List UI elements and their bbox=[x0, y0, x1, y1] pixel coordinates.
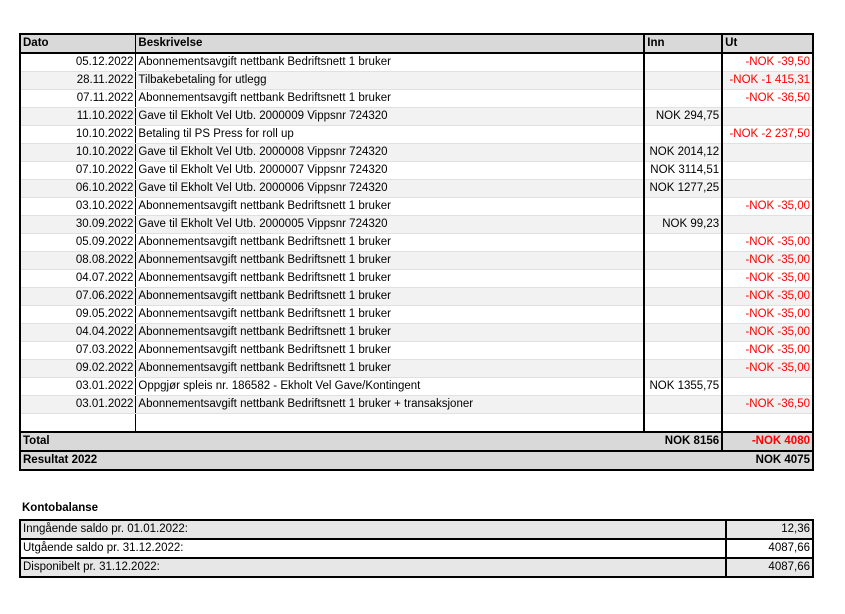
row-in bbox=[644, 360, 722, 378]
table-row bbox=[20, 252, 813, 270]
row-description: Betaling til PS Press for roll up bbox=[136, 126, 644, 144]
table-row bbox=[20, 144, 813, 162]
table-row bbox=[20, 198, 813, 216]
table-row bbox=[20, 180, 813, 198]
header-date: Dato bbox=[20, 34, 136, 53]
row-date: 08.08.2022 bbox=[20, 252, 136, 270]
row-description: Abonnementsavgift nettbank Bedriftsnett 1 bruker bbox=[136, 234, 644, 252]
header-out: Ut bbox=[722, 34, 813, 53]
row-in bbox=[644, 252, 722, 270]
table-row bbox=[20, 396, 813, 414]
row-out: -NOK -35,00 bbox=[722, 198, 813, 216]
row-date: 06.10.2022 bbox=[20, 180, 136, 198]
table-row bbox=[20, 53, 813, 72]
ledger-table bbox=[19, 33, 814, 471]
row-description: Gave til Ekholt Vel Utb. 2000005 Vippsnr 724320 bbox=[136, 216, 644, 234]
row-in bbox=[644, 324, 722, 342]
table-row bbox=[20, 270, 813, 288]
row-date: 04.07.2022 bbox=[20, 270, 136, 288]
row-in: NOK 99,23 bbox=[644, 216, 722, 234]
row-description: Gave til Ekholt Vel Utb. 2000007 Vippsnr 724320 bbox=[136, 162, 644, 180]
row-date: 07.10.2022 bbox=[20, 162, 136, 180]
table-row bbox=[20, 324, 813, 342]
row-in bbox=[644, 126, 722, 144]
row-out bbox=[722, 216, 813, 234]
balance-label: Disponibelt pr. 31.12.2022: bbox=[20, 558, 726, 577]
result-label: Resultat 2022 bbox=[20, 451, 136, 470]
row-date: 07.03.2022 bbox=[20, 342, 136, 360]
table-row bbox=[20, 108, 813, 126]
row-description: Oppgjør spleis nr. 186582 - Ekholt Vel Gave/Kontingent bbox=[136, 378, 644, 396]
row-date: 07.06.2022 bbox=[20, 288, 136, 306]
result-value: NOK 4075 bbox=[722, 451, 813, 470]
balance-row bbox=[20, 558, 813, 577]
row-out bbox=[722, 108, 813, 126]
row-in: NOK 3114,51 bbox=[644, 162, 722, 180]
row-out bbox=[722, 144, 813, 162]
balance-label: Utgående saldo pr. 31.12.2022: bbox=[20, 539, 726, 558]
row-in bbox=[644, 342, 722, 360]
row-in: NOK 1277,25 bbox=[644, 180, 722, 198]
total-row bbox=[20, 432, 813, 451]
row-in bbox=[644, 288, 722, 306]
row-date: 10.10.2022 bbox=[20, 144, 136, 162]
row-in: NOK 1355,75 bbox=[644, 378, 722, 396]
row-out: -NOK -35,00 bbox=[722, 324, 813, 342]
row-description: Abonnementsavgift nettbank Bedriftsnett 1 bruker bbox=[136, 252, 644, 270]
row-out: -NOK -39,50 bbox=[722, 53, 813, 72]
row-in: NOK 294,75 bbox=[644, 108, 722, 126]
row-description: Abonnementsavgift nettbank Bedriftsnett 1 bruker bbox=[136, 198, 644, 216]
row-date: 30.09.2022 bbox=[20, 216, 136, 234]
row-out: -NOK -35,00 bbox=[722, 234, 813, 252]
row-description: Abonnementsavgift nettbank Bedriftsnett 1 bruker bbox=[136, 360, 644, 378]
total-out: -NOK 4080 bbox=[722, 432, 813, 451]
row-description: Abonnementsavgift nettbank Bedriftsnett 1 bruker bbox=[136, 53, 644, 72]
row-description: Abonnementsavgift nettbank Bedriftsnett 1 bruker bbox=[136, 342, 644, 360]
row-in bbox=[644, 198, 722, 216]
row-out: -NOK -36,50 bbox=[722, 90, 813, 108]
balance-label: Inngående saldo pr. 01.01.2022: bbox=[20, 520, 726, 539]
table-row bbox=[20, 360, 813, 378]
header-in: Inn bbox=[644, 34, 722, 53]
row-in bbox=[644, 90, 722, 108]
row-date: 09.05.2022 bbox=[20, 306, 136, 324]
balance-title: Kontobalanse bbox=[22, 502, 99, 514]
row-in bbox=[644, 270, 722, 288]
balance-value: 4087,66 bbox=[726, 558, 813, 577]
header-description: Beskrivelse bbox=[136, 34, 644, 53]
blank-row bbox=[20, 414, 813, 433]
row-date: 04.04.2022 bbox=[20, 324, 136, 342]
row-description: Abonnementsavgift nettbank Bedriftsnett 1 bruker bbox=[136, 270, 644, 288]
table-row bbox=[20, 288, 813, 306]
row-out: -NOK -35,00 bbox=[722, 360, 813, 378]
row-out: -NOK -35,00 bbox=[722, 342, 813, 360]
row-description: Tilbakebetaling for utlegg bbox=[136, 72, 644, 90]
balance-row bbox=[20, 539, 813, 558]
row-description: Gave til Ekholt Vel Utb. 2000009 Vippsnr 724320 bbox=[136, 108, 644, 126]
ledger-header-row bbox=[20, 34, 813, 53]
row-out: -NOK -2 237,50 bbox=[722, 126, 813, 144]
row-description: Abonnementsavgift nettbank Bedriftsnett 1 bruker bbox=[136, 288, 644, 306]
table-row bbox=[20, 90, 813, 108]
row-out: -NOK -36,50 bbox=[722, 396, 813, 414]
row-out bbox=[722, 162, 813, 180]
balance-table bbox=[19, 519, 814, 578]
row-description: Gave til Ekholt Vel Utb. 2000006 Vippsnr 724320 bbox=[136, 180, 644, 198]
row-date: 03.01.2022 bbox=[20, 378, 136, 396]
row-date: 05.09.2022 bbox=[20, 234, 136, 252]
table-row bbox=[20, 162, 813, 180]
table-row bbox=[20, 378, 813, 396]
row-out bbox=[722, 180, 813, 198]
total-in: NOK 8156 bbox=[644, 432, 722, 451]
row-date: 03.10.2022 bbox=[20, 198, 136, 216]
balance-value: 4087,66 bbox=[726, 539, 813, 558]
row-in bbox=[644, 53, 722, 72]
row-out: -NOK -35,00 bbox=[722, 306, 813, 324]
row-description: Abonnementsavgift nettbank Bedriftsnett 1 bruker bbox=[136, 306, 644, 324]
row-description: Abonnementsavgift nettbank Bedriftsnett 1 bruker bbox=[136, 90, 644, 108]
row-date: 11.10.2022 bbox=[20, 108, 136, 126]
balance-value: 12,36 bbox=[726, 520, 813, 539]
table-row bbox=[20, 306, 813, 324]
row-description: Abonnementsavgift nettbank Bedriftsnett 1 bruker + transaksjoner bbox=[136, 396, 644, 414]
row-in: NOK 2014,12 bbox=[644, 144, 722, 162]
table-row bbox=[20, 342, 813, 360]
row-in bbox=[644, 72, 722, 90]
row-out bbox=[722, 378, 813, 396]
table-row bbox=[20, 234, 813, 252]
row-in bbox=[644, 234, 722, 252]
row-description: Gave til Ekholt Vel Utb. 2000008 Vippsnr 724320 bbox=[136, 144, 644, 162]
row-date: 05.12.2022 bbox=[20, 53, 136, 72]
table-row bbox=[20, 72, 813, 90]
row-out: -NOK -1 415,31 bbox=[722, 72, 813, 90]
row-in bbox=[644, 396, 722, 414]
row-date: 03.01.2022 bbox=[20, 396, 136, 414]
row-date: 07.11.2022 bbox=[20, 90, 136, 108]
balance-row bbox=[20, 520, 813, 539]
row-description: Abonnementsavgift nettbank Bedriftsnett 1 bruker bbox=[136, 324, 644, 342]
row-out: -NOK -35,00 bbox=[722, 252, 813, 270]
row-in bbox=[644, 306, 722, 324]
table-row bbox=[20, 216, 813, 234]
row-out: -NOK -35,00 bbox=[722, 270, 813, 288]
row-date: 28.11.2022 bbox=[20, 72, 136, 90]
result-row bbox=[20, 451, 813, 470]
row-date: 10.10.2022 bbox=[20, 126, 136, 144]
row-out: -NOK -35,00 bbox=[722, 288, 813, 306]
total-label: Total bbox=[20, 432, 136, 451]
row-date: 09.02.2022 bbox=[20, 360, 136, 378]
table-row bbox=[20, 126, 813, 144]
